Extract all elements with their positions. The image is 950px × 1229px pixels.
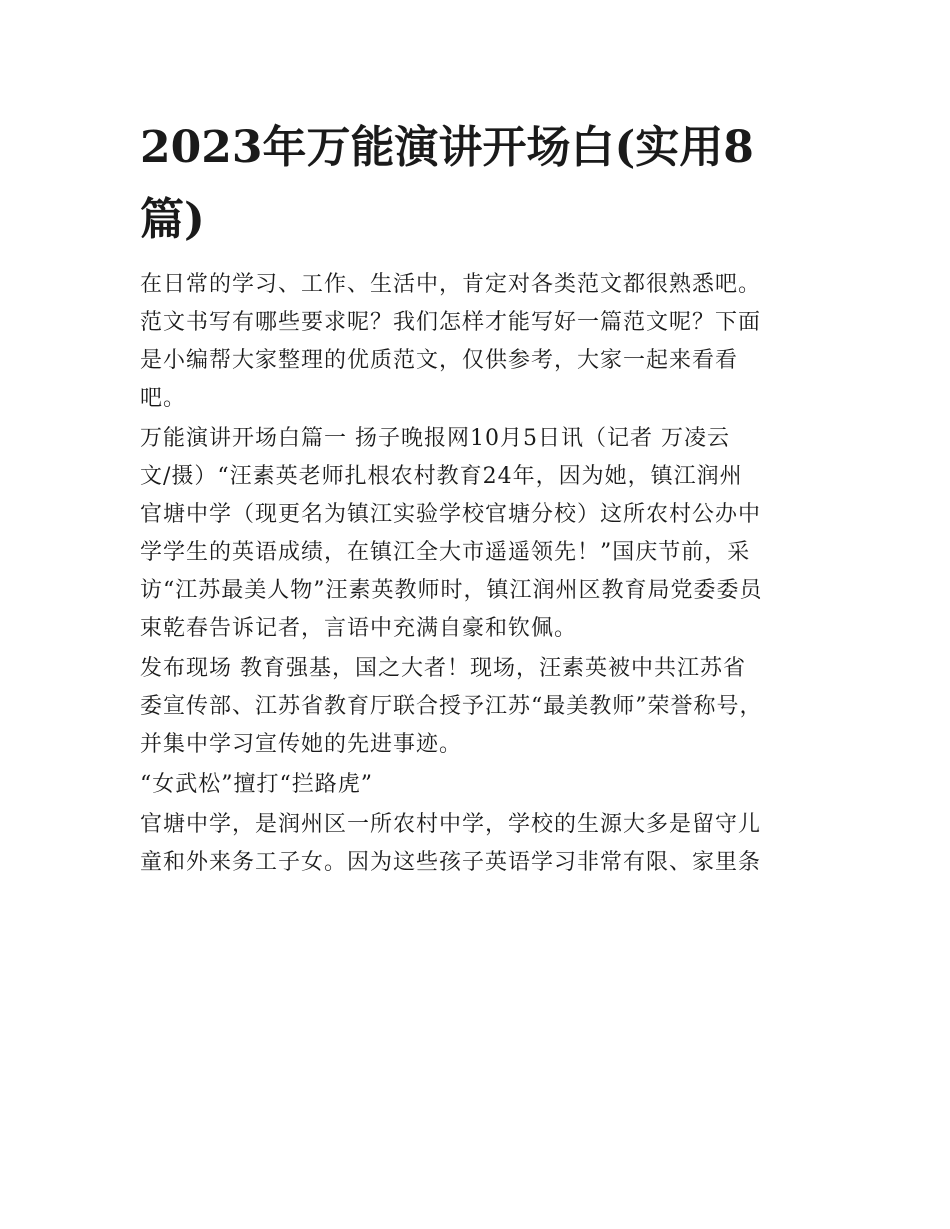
title-line: 篇) bbox=[140, 194, 205, 245]
article-paragraph bbox=[140, 420, 820, 648]
text-line: 发布现场 教育强基，国之大者！现场，汪素英被中共江苏省 bbox=[140, 656, 746, 681]
text-line: 委宣传部、江苏省教育厅联合授予江苏“最美教师”荣誉称号， bbox=[140, 694, 763, 719]
document-title bbox=[140, 112, 820, 256]
text-line: 并集中学习宣传她的先进事迹。 bbox=[140, 732, 463, 757]
text-line: 在日常的学习、工作、生活中，肯定对各类范文都很熟悉吧。 bbox=[140, 272, 762, 297]
title-line: 2023年万能演讲开场白(实用8 bbox=[140, 122, 754, 173]
text-line: 官塘中学，是润州区一所农村中学，学校的生源大多是留守儿 bbox=[140, 812, 762, 837]
text-line: 官塘中学（现更名为镇江实验学校官塘分校）这所农村公办中 bbox=[140, 502, 762, 527]
text-line: “女武松”擅打“拦路虎” bbox=[140, 772, 373, 797]
article-paragraph bbox=[140, 806, 820, 882]
text-line: 童和外来务工子女。因为这些孩子英语学习非常有限、家里条 bbox=[140, 850, 762, 875]
text-line: 是小编帮大家整理的优质范文，仅供参考，大家一起来看看 bbox=[140, 348, 739, 373]
text-line: 万能演讲开场白篇一 扬子晚报网10月5日讯（记者 万凌云 bbox=[140, 426, 730, 451]
text-line: 范文书写有哪些要求呢？我们怎样才能写好一篇范文呢？下面 bbox=[140, 310, 762, 335]
intro-paragraph bbox=[140, 266, 820, 418]
text-line: 吧。 bbox=[140, 386, 187, 411]
text-line: 访“江苏最美人物”汪素英教师时，镇江润州区教育局党委委员 bbox=[140, 578, 763, 603]
text-line: 学学生的英语成绩，在镇江全大市遥遥领先！”国庆节前，采 bbox=[140, 540, 751, 565]
section-heading bbox=[140, 766, 820, 804]
text-line: 文/摄）“汪素英老师扎根农村教育24年，因为她，镇江润州 bbox=[140, 464, 743, 489]
article-paragraph bbox=[140, 650, 820, 764]
document-page bbox=[140, 112, 820, 884]
text-line: 束乾春告诉记者，言语中充满自豪和钦佩。 bbox=[140, 616, 578, 641]
